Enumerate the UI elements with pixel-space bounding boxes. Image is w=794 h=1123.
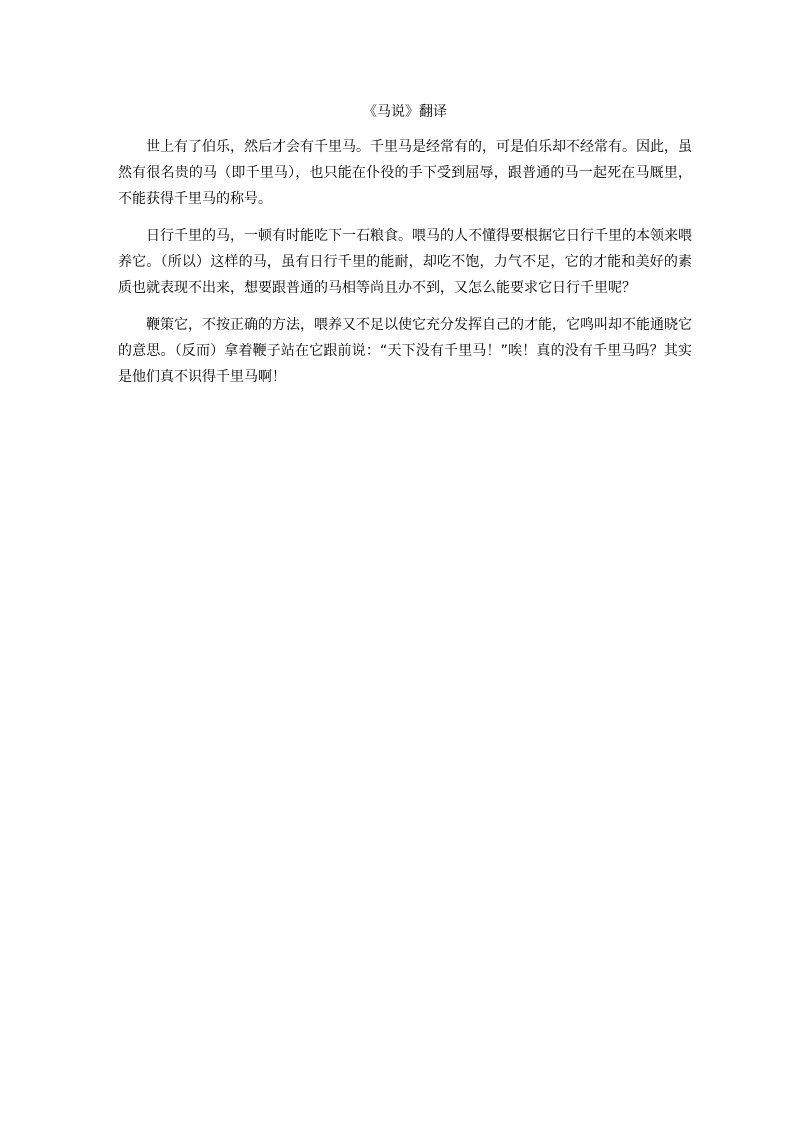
document-body — [118, 100, 692, 401]
paragraph-2: 日行千里的马，一顿有时能吃下一石粮食。喂马的人不懂得要根据它日行千里的本领来喂养它。（所以）这样的马，虽有日行千里的能耐，却吃不饱，力气不足，它的才能和美好的素质也就表现不出来，想要跟普通的马相等尚且办不到，又怎么能要求它日行千里呢？ — [118, 228, 692, 296]
paragraph-1: 世上有了伯乐，然后才会有千里马。千里马是经常有的，可是伯乐却不经常有。因此，虽然有很名贵的马（即千里马），也只能在仆役的手下受到屈辱，跟普通的马一起死在马厩里，不能获得千里马的称号。 — [118, 139, 692, 207]
paragraph-3: 鞭策它，不按正确的方法，喂养又不足以使它充分发挥自己的才能，它鸣叫却不能通晓它的意思。（反而）拿着鞭子站在它跟前说：“天下没有千里马！”唉！真的没有千里马吗？其实是他们真不识得千里马啊！ — [118, 317, 692, 385]
document-title: 《马说》翻译 — [363, 104, 447, 120]
